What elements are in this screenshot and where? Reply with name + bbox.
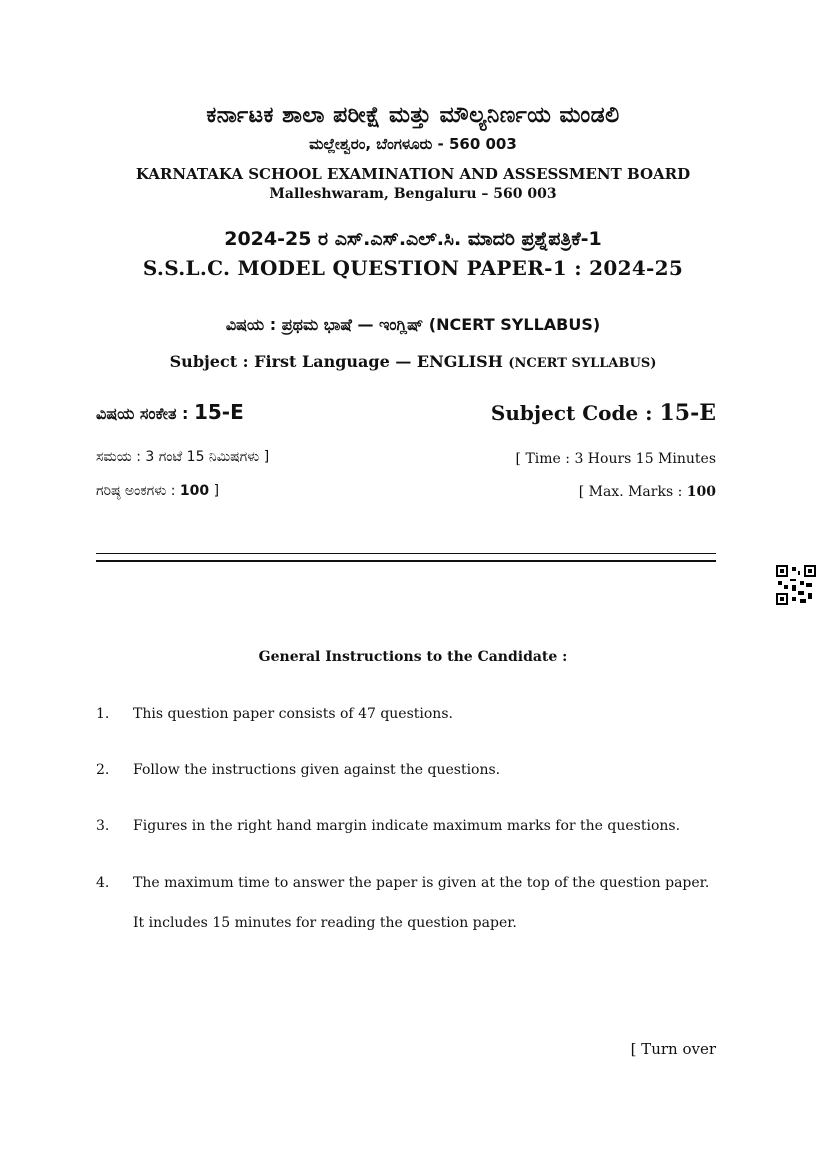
instruction-text: Follow the instructions given against the questions. (133, 762, 501, 778)
paper-title-english: S.S.L.C. MODEL QUESTION PAPER-1 : 2024-25 (142, 256, 684, 280)
instruction-number: 4. (96, 875, 110, 891)
time-english: [ Time : 3 Hours 15 Minutes (515, 451, 716, 467)
instruction-text: Figures in the right hand margin indicate maximum marks for the questions. (133, 818, 681, 834)
subject-code-english-label: Subject Code : (490, 401, 660, 425)
qr-code-icon (776, 565, 816, 605)
instruction-number: 1. (96, 706, 110, 722)
max-marks-kannada-label: ಗರಿಷ್ಠ ಅಂಕಗಳು : (96, 483, 180, 499)
max-marks-english (579, 484, 716, 500)
subject-code-english-value: 15-E (659, 400, 716, 426)
subject-english (0, 352, 826, 371)
subject-code-kannada-label: ವಿಷಯ ಸಂಕೇತ : (96, 404, 194, 423)
instruction-text: It includes 15 minutes for reading the question paper. (133, 915, 517, 931)
max-marks-kannada (96, 483, 219, 499)
turn-over-note: [ Turn over (630, 1040, 716, 1058)
max-marks-kannada-close: ] (209, 483, 220, 499)
divider-line-thin (96, 553, 716, 554)
instruction-number: 3. (96, 818, 110, 834)
subject-english-main: Subject : First Language — ENGLISH (169, 352, 509, 371)
instruction-text: The maximum time to answer the paper is given at the top of the question paper. (133, 875, 710, 891)
divider-line-thick (96, 560, 716, 562)
board-address-english: Malleshwaram, Bengaluru – 560 003 (269, 186, 557, 202)
subject-code-english (491, 400, 716, 426)
instructions-title: General Instructions to the Candidate : (258, 649, 568, 665)
max-marks-english-label: [ Max. Marks : (578, 484, 687, 500)
max-marks-kannada-value: 100 (179, 483, 210, 499)
paper-title-kannada: 2024-25 ರ ಎಸ್.ಎಸ್.ಎಲ್.ಸಿ. ಮಾದರಿ ಪ್ರಶ್ನೆಪತ್ರಿಕೆ-1 (224, 228, 602, 250)
subject-kannada: ವಿಷಯ : ಪ್ರಥಮ ಭಾಷೆ — ಇಂಗ್ಲಿಷ್ (NCERT SYLLABUS) (225, 315, 601, 334)
instruction-text: This question paper consists of 47 questions. (133, 706, 453, 722)
time-kannada: ಸಮಯ : 3 ಗಂಟೆ 15 ನಿಮಿಷಗಳು ] (96, 449, 270, 465)
subject-code-kannada-value: 15-E (193, 400, 244, 424)
subject-english-suffix: (NCERT SYLLABUS) (508, 356, 657, 371)
board-name-kannada: ಕರ್ನಾಟಕ ಶಾಲಾ ಪರೀಕ್ಷೆ ಮತ್ತು ಮೌಲ್ಯನಿರ್ಣಯ ಮಂಡಲಿ (206, 103, 620, 128)
max-marks-english-value: 100 (686, 484, 716, 500)
board-address-kannada: ಮಲ್ಲೇಶ್ವರಂ, ಬೆಂಗಳೂರು - 560 003 (309, 135, 517, 153)
instruction-number: 2. (96, 762, 110, 778)
subject-code-kannada (96, 400, 244, 424)
board-name-english: KARNATAKA SCHOOL EXAMINATION AND ASSESSMENT BOARD (135, 165, 691, 183)
